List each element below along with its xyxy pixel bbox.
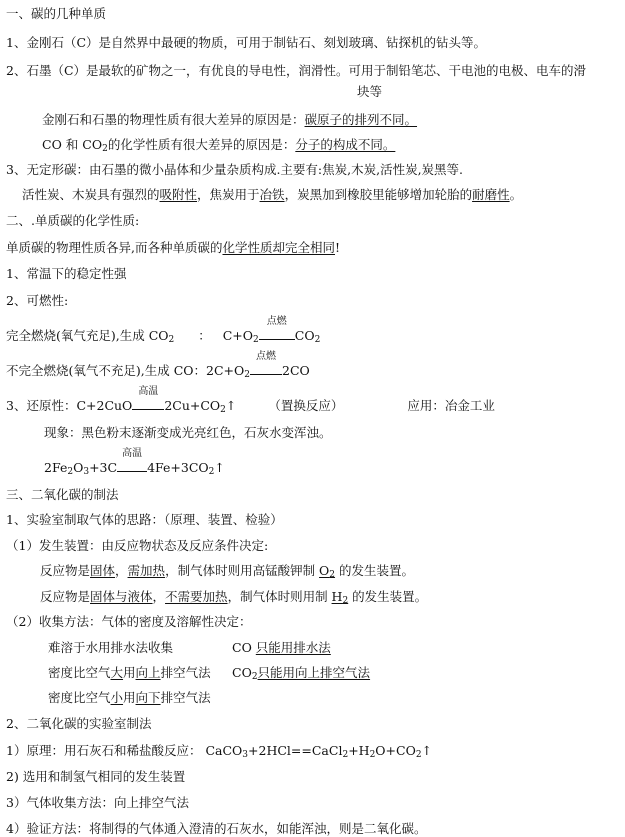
section-3-heading: 三、二氧化碳的制法 bbox=[6, 487, 119, 502]
text: 反应物是 bbox=[40, 563, 91, 578]
text: ，制气体时则用高锰酸钾制 bbox=[165, 563, 320, 578]
incomplete-combustion-label: 不完全燃烧(氧气不充足),生成 CO：2C+O bbox=[6, 363, 245, 378]
uses-adsorption: 吸附性 bbox=[159, 187, 198, 202]
principle-text: 1）原理：用石灰石和稀盐酸反应： bbox=[6, 743, 202, 758]
colon: ： bbox=[198, 328, 211, 343]
equation-product: 2CO bbox=[282, 363, 310, 378]
subscript: 2 bbox=[314, 335, 321, 345]
equation-reactants: C+O bbox=[222, 328, 254, 343]
co2-principle bbox=[6, 743, 625, 763]
graphite-paragraph: 2、石墨（C）是最软的矿物之一，有优良的导电性，润滑性。可用于制铅笔芯、干电池的电极、电车的滑 bbox=[6, 63, 587, 78]
text: 的发生装置。 bbox=[348, 589, 428, 604]
gas-collection: 3）气体收集方法：向上排空气法 bbox=[6, 795, 189, 810]
co2-subscript: 2 bbox=[102, 144, 108, 154]
uses-wear: 耐磨性 bbox=[472, 187, 510, 202]
condition-label: 点燃 bbox=[256, 351, 276, 362]
reaction-condition-arrow bbox=[250, 351, 282, 379]
co-method: 只能用排水法 bbox=[255, 640, 331, 655]
uses-paragraph bbox=[22, 187, 625, 203]
section-1-heading: 一、碳的几种单质 bbox=[6, 6, 107, 21]
verification-method: 4）验证方法：将制得的气体通入澄清的石灰水，如能浑浊，则是二氧化碳。 bbox=[6, 821, 427, 836]
equation-product: CO bbox=[294, 328, 315, 343]
gas-arrow: ↑ bbox=[225, 398, 237, 413]
co-co2-label: CO 和 CO bbox=[42, 137, 103, 152]
intro-mark: ! bbox=[335, 240, 341, 255]
generator-solid-heated bbox=[40, 563, 625, 583]
lab-gas-approach: 1、实验室制取气体的思路：（原理、装置、检验） bbox=[6, 512, 283, 527]
intro-emphasis: 化学性质却完全相同 bbox=[222, 240, 335, 255]
co2-label: CO bbox=[232, 665, 252, 680]
reaction-type: （置换反应） bbox=[268, 398, 344, 413]
co2-collection: $CO_2$只能用向上排空气法 bbox=[232, 665, 371, 682]
chemical-property-intro bbox=[6, 240, 625, 256]
reducibility-equation-left: 3、还原性：C+2CuO bbox=[6, 398, 133, 413]
complete-combustion-label: 完全燃烧(氧气充足),生成 CO bbox=[6, 328, 169, 343]
uses-iron: 冶铁 bbox=[259, 187, 285, 202]
subscript: 2 bbox=[67, 467, 74, 477]
equation-part: 2Fe bbox=[44, 460, 68, 475]
uses-text-2: ，焦炭用于 bbox=[197, 187, 260, 202]
condition-label: 高温 bbox=[122, 448, 143, 459]
generator-solid-liquid bbox=[40, 589, 625, 609]
condition-label: 高温 bbox=[138, 386, 159, 397]
co-co2-question: 的化学性质有很大差异的原因是： bbox=[107, 137, 296, 152]
co-co2-difference bbox=[42, 137, 625, 157]
co-label: CO bbox=[232, 640, 256, 655]
oxygen-formula: $O_2$ bbox=[319, 563, 336, 580]
co2-lab-preparation: 2、二氧化碳的实验室制法 bbox=[6, 716, 152, 731]
reaction-use: 应用：冶金工业 bbox=[407, 398, 495, 413]
reaction-condition-arrow bbox=[132, 386, 164, 414]
difference-answer: 碳原子的排列不同。 bbox=[304, 112, 418, 127]
combustibility-item: 2、可燃性: bbox=[6, 293, 69, 308]
intro-text: 单质碳的物理性质各异,而各种单质碳的 bbox=[6, 240, 223, 255]
uses-text-1: 活性炭、木炭具有强烈的 bbox=[22, 187, 160, 202]
reducibility-equation-right: 2Cu+CO bbox=[164, 398, 221, 413]
subscript: 3 bbox=[83, 467, 90, 477]
reducibility-item bbox=[6, 386, 625, 418]
solid-liquid-label: 固体与液体 bbox=[90, 589, 153, 604]
diamond-paragraph: 1、金刚石（C）是自然界中最硬的物质，可用于制钻石、刻划玻璃、钻探机的钻头等。 bbox=[6, 35, 487, 50]
equation-part: O bbox=[73, 460, 84, 475]
text: ，制气体时则用制 bbox=[227, 589, 332, 604]
equation-part: 4Fe+3CO bbox=[147, 460, 209, 475]
downward-air-collection: 密度比空气小用向下排空气法 bbox=[48, 690, 211, 705]
stability-item: 1、常温下的稳定性强 bbox=[6, 266, 127, 281]
subscript: 2 bbox=[244, 370, 250, 380]
solid-label: 固体 bbox=[90, 563, 116, 578]
equation-part: +3C bbox=[89, 460, 118, 475]
subscript: 2 bbox=[220, 405, 226, 415]
heating-label: 需加热 bbox=[127, 563, 166, 578]
text: ， bbox=[152, 589, 166, 604]
water-collection: 难溶于水用排水法收集 bbox=[48, 640, 174, 655]
reaction-condition-arrow bbox=[259, 316, 295, 344]
subscript: 2 bbox=[253, 335, 259, 345]
graphite-paragraph-cont: 块等 bbox=[357, 84, 383, 99]
uses-text-3: ，炭黑加到橡胶里能够增加轮胎的 bbox=[284, 187, 473, 202]
condition-label: 点燃 bbox=[266, 316, 287, 327]
co2-method: 只能用向上排空气法 bbox=[257, 665, 371, 680]
amorphous-carbon-paragraph: 3、无定形碳：由石墨的微小晶体和少量杂质构成.主要有:焦炭,木炭,活性炭,炭黑等. bbox=[6, 162, 464, 177]
gas-arrow: ↑ bbox=[214, 460, 225, 475]
text: 反应物是 bbox=[40, 589, 91, 604]
principle-equation: $CaCO_3+2HCl==CaCl_2+H_2O+CO_2↑$ bbox=[205, 743, 433, 760]
co-co2-answer: 分子的构成不同。 bbox=[295, 137, 396, 152]
reduction-phenomenon: 现象：黑色粉末逐渐变成光亮红色，石灰水变浑浊。 bbox=[44, 425, 332, 440]
subscript: 2 bbox=[208, 467, 215, 477]
upward-air-collection: 密度比空气大用向上排空气法 bbox=[48, 665, 211, 680]
section-2-heading: 二、.单质碳的化学性质: bbox=[6, 213, 140, 228]
incomplete-combustion bbox=[6, 351, 625, 383]
no-heating-label: 不需要加热 bbox=[165, 589, 228, 604]
hydrogen-formula: $H_2$ bbox=[331, 589, 349, 606]
generator-apparatus: （1）发生装置：由反应物状态及反应条件决定: bbox=[6, 538, 269, 553]
difference-question: 金刚石和石墨的物理性质有很大差异的原因是： bbox=[42, 112, 305, 127]
apparatus-selection: 2) 选用和制氢气相同的发生装置 bbox=[6, 769, 186, 784]
text: ， bbox=[115, 563, 128, 578]
iron-oxide-reduction bbox=[44, 448, 625, 480]
co-collection bbox=[232, 640, 625, 656]
subscript: 2 bbox=[168, 335, 175, 345]
complete-combustion bbox=[6, 316, 625, 348]
uses-text-4: 。 bbox=[509, 187, 523, 202]
text: 的发生装置。 bbox=[335, 563, 415, 578]
reaction-condition-arrow bbox=[117, 448, 147, 476]
diamond-graphite-difference bbox=[42, 112, 625, 128]
collection-method: （2）收集方法：气体的密度及溶解性决定： bbox=[6, 614, 252, 629]
